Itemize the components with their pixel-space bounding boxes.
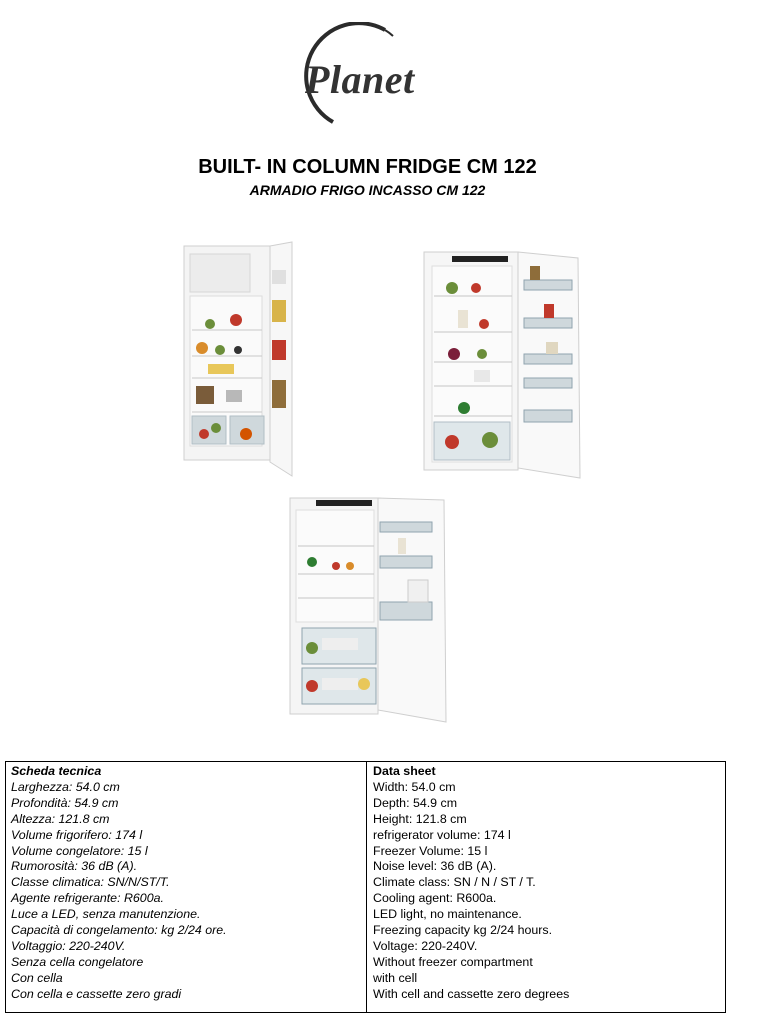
datasheet-row: Width: 54.0 cm [373, 779, 456, 794]
datasheet-row: Volume congelatore: 15 l [11, 843, 148, 858]
datasheet-heading-italian: Scheda tecnica [11, 764, 102, 778]
datasheet-row: Con cella [11, 970, 63, 985]
datasheet-row: Senza cella congelatore [11, 954, 144, 969]
page-title: BUILT- IN COLUMN FRIDGE CM 122 [198, 156, 537, 178]
page-subtitle: ARMADIO FRIGO INCASSO CM 122 [249, 182, 486, 198]
datasheet-row: with cell [373, 970, 418, 985]
datasheet-row: Voltage: 220-240V. [373, 938, 478, 953]
datasheet-row: Con cella e cassette zero gradi [11, 986, 182, 1001]
data-sheet-table [5, 761, 726, 1013]
datasheet-english-column [367, 762, 725, 1012]
datasheet-row: Profondità: 54.9 cm [11, 795, 119, 810]
datasheet-row: Altezza: 121.8 cm [11, 811, 110, 826]
planet-logo [285, 22, 455, 127]
datasheet-row: Without freezer compartment [373, 954, 533, 969]
datasheet-row: LED light, no maintenance. [373, 907, 522, 922]
datasheet-row: Voltaggio: 220-240V. [11, 938, 126, 953]
datasheet-row: Volume frigorifero: 174 l [11, 827, 143, 842]
datasheet-row: Freezer Volume: 15 l [373, 843, 488, 858]
datasheet-row: Luce a LED, senza manutenzione. [11, 907, 201, 922]
datasheet-row: Agente refrigerante: R600a. [11, 891, 164, 906]
product-image-fridge-freezer [180, 240, 298, 480]
datasheet-row: With cell and cassette zero degrees [373, 986, 570, 1001]
datasheet-row: Larghezza: 54.0 cm [11, 779, 120, 794]
datasheet-row: Height: 121.8 cm [373, 811, 467, 826]
datasheet-row: Cooling agent: R600a. [373, 891, 497, 906]
datasheet-row: Freezing capacity kg 2/24 hours. [373, 923, 553, 938]
datasheet-row: Depth: 54.9 cm [373, 795, 458, 810]
datasheet-row: Capacità di congelamento: kg 2/24 ore. [11, 923, 227, 938]
product-image-fridge-drawers [286, 494, 450, 726]
datasheet-heading-english: Data sheet [373, 764, 436, 778]
datasheet-row: Classe climatica: SN/N/ST/T. [11, 875, 170, 890]
datasheet-row: Rumorosità: 36 dB (A). [11, 859, 138, 874]
datasheet-row: refrigerator volume: 174 l [373, 827, 511, 842]
datasheet-row: Noise level: 36 dB (A). [373, 859, 497, 874]
datasheet-row: Climate class: SN / N / ST / T. [373, 875, 536, 890]
datasheet-italian-column [6, 762, 367, 1012]
product-image-fridge-column [418, 246, 588, 482]
logo-text: Planet [305, 57, 415, 102]
